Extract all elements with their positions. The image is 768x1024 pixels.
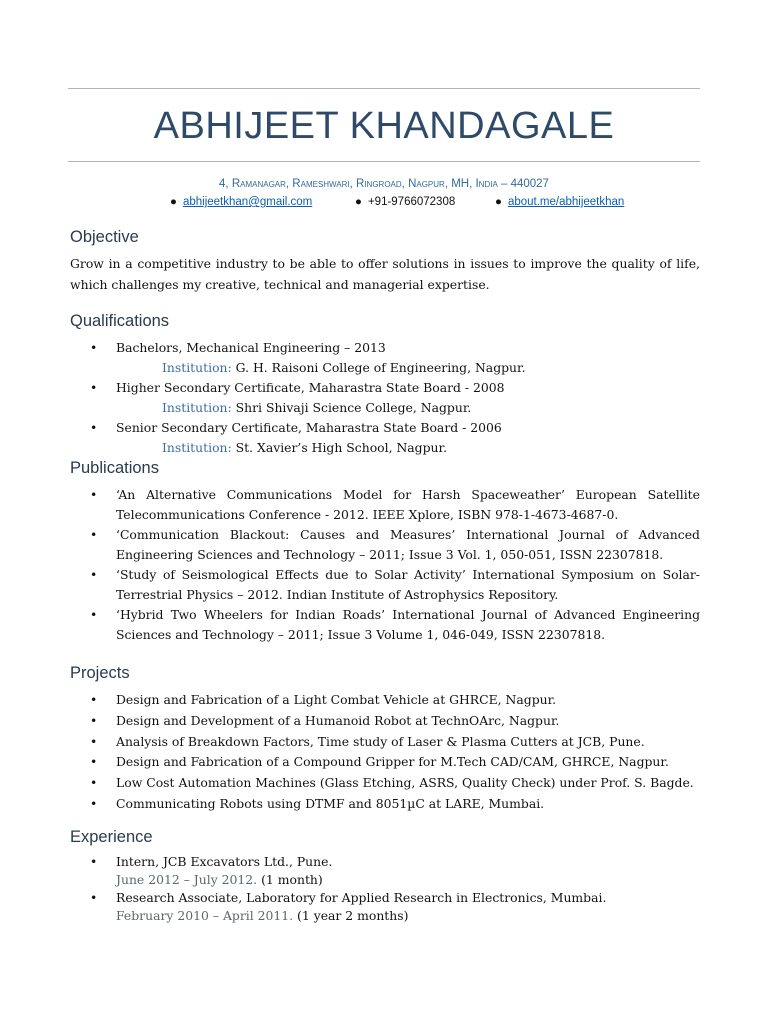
bullet-icon: •: [90, 380, 98, 395]
experience-dates: June 2012 – July 2012.: [116, 872, 258, 887]
publications-heading: Publications: [70, 459, 159, 477]
publication-text: ‘Communication Blackout: Causes and Measures’ International Journal of Advanced Engineering Sciences and Technology – 2011; Issue 3 Vol. 1, 050-051, ISSN 22307818.: [116, 527, 700, 562]
publications-list: [70, 485, 700, 645]
website-link[interactable]: about.me/abhijeetkhan: [507, 196, 625, 208]
bullet-icon: •: [90, 692, 98, 707]
project-text: Design and Development of a Humanoid Robot at TechnOArc, Nagpur.: [116, 712, 560, 728]
list-item: [70, 711, 700, 732]
institution-name: G. H. Raisoni College of Engineering, Nagpur.: [235, 360, 526, 375]
objective-text: Grow in a competitive industry to be able to offer solutions in issues to improve the quality of life, which challenges my creative, technical and managerial expertise.: [70, 256, 700, 292]
bullet-icon: •: [90, 775, 98, 791]
institution-label: Institution:: [162, 400, 232, 415]
institution-label: Institution:: [162, 360, 232, 375]
bullet-icon: •: [90, 527, 98, 542]
bullet-icon: •: [90, 890, 98, 905]
bullet-icon: ●: [355, 196, 362, 208]
bullet-icon: •: [90, 754, 98, 770]
experience-list: [70, 853, 700, 925]
candidate-name: ABHIJEET KHANDAGALE: [153, 105, 615, 147]
list-item: [70, 752, 700, 773]
publication-text: ‘Study of Seismological Effects due to Solar Activity’ International Symposium on Solar-Terrestrial Physics – 2012. Indian Institute of Astrophysics Repository.: [116, 567, 700, 602]
publication-text: ‘An Alternative Communications Model for Harsh Spaceweather’ European Satellite Telecommunications Conference - 2012. IEEE Xplore, ISBN 978-1-4673-4687-0.: [116, 487, 700, 522]
header-bottom-rule: [68, 161, 700, 162]
qualification-degree: Bachelors, Mechanical Engineering – 2013: [116, 340, 386, 355]
bullet-icon: •: [90, 854, 98, 869]
project-text: Analysis of Breakdown Factors, Time study of Laser & Plasma Cutters at JCB, Pune.: [116, 733, 645, 749]
experience-duration: (1 month): [261, 872, 323, 887]
header-top-rule: [68, 88, 700, 89]
list-item: [70, 690, 700, 711]
website-contact: [495, 196, 624, 208]
phone-contact: [355, 196, 455, 208]
objective-heading: Objective: [70, 228, 139, 246]
list-item: [70, 605, 700, 645]
bullet-icon: •: [90, 420, 98, 435]
list-item: [70, 794, 700, 815]
project-text: Design and Fabrication of a Light Combat Vehicle at GHRCE, Nagpur.: [116, 692, 557, 707]
address: 4, Ramanagar, Rameshwari, Ringroad, Nagpur, MH, India – 440027: [219, 178, 549, 190]
institution-label: Institution:: [162, 440, 232, 455]
project-text: Communicating Robots using DTMF and 8051µC at LARE, Mumbai.: [116, 795, 545, 811]
institution-name: St. Xavier’s High School, Nagpur.: [235, 440, 448, 455]
bullet-icon: •: [90, 567, 98, 582]
qualifications-heading: Qualifications: [70, 312, 170, 330]
experience-heading: Experience: [70, 828, 153, 846]
list-item: [70, 732, 700, 753]
experience-role: Research Associate, Laboratory for Applied Research in Electronics, Mumbai.: [116, 890, 607, 905]
list-item: [70, 773, 700, 794]
bullet-icon: •: [90, 795, 98, 811]
list-item: [70, 378, 700, 418]
list-item: [70, 485, 700, 525]
bullet-icon: •: [90, 487, 98, 502]
email-link[interactable]: abhijeetkhan@gmail.com: [182, 196, 313, 208]
experience-role: Intern, JCB Excavators Ltd., Pune.: [116, 854, 333, 869]
institution-name: Shri Shivaji Science College, Nagpur.: [235, 400, 472, 415]
bullet-icon: ●: [495, 196, 502, 208]
email-contact: [170, 196, 312, 208]
bullet-icon: •: [90, 340, 98, 355]
list-item: [70, 525, 700, 565]
qualifications-list: [70, 338, 700, 458]
list-item: [70, 889, 700, 925]
bullet-icon: •: [90, 712, 98, 728]
list-item: [70, 853, 700, 889]
project-text: Design and Fabrication of a Compound Gripper for M.Tech CAD/CAM, GHRCE, Nagpur.: [116, 754, 669, 770]
list-item: [70, 418, 700, 458]
project-text: Low Cost Automation Machines (Glass Etching, ASRS, Quality Check) under Prof. S. Bagde.: [116, 775, 694, 791]
phone-number: +91-9766072308: [367, 196, 456, 208]
experience-duration: (1 year 2 months): [297, 908, 409, 923]
qualification-degree: Senior Secondary Certificate, Maharastra State Board - 2006: [116, 420, 502, 435]
bullet-icon: ●: [170, 196, 177, 208]
bullet-icon: •: [90, 607, 98, 622]
projects-heading: Projects: [70, 664, 130, 682]
bullet-icon: •: [90, 733, 98, 749]
list-item: [70, 338, 700, 378]
list-item: [70, 565, 700, 605]
publication-text: ‘Hybrid Two Wheelers for Indian Roads’ International Journal of Advanced Engineering Sciences and Technology – 2011; Issue 3 Volume 1, 046-049, ISSN 22307818.: [116, 607, 700, 642]
projects-list: [70, 690, 700, 815]
experience-dates: February 2010 – April 2011.: [116, 908, 294, 923]
qualification-degree: Higher Secondary Certificate, Maharastra State Board - 2008: [116, 380, 505, 395]
